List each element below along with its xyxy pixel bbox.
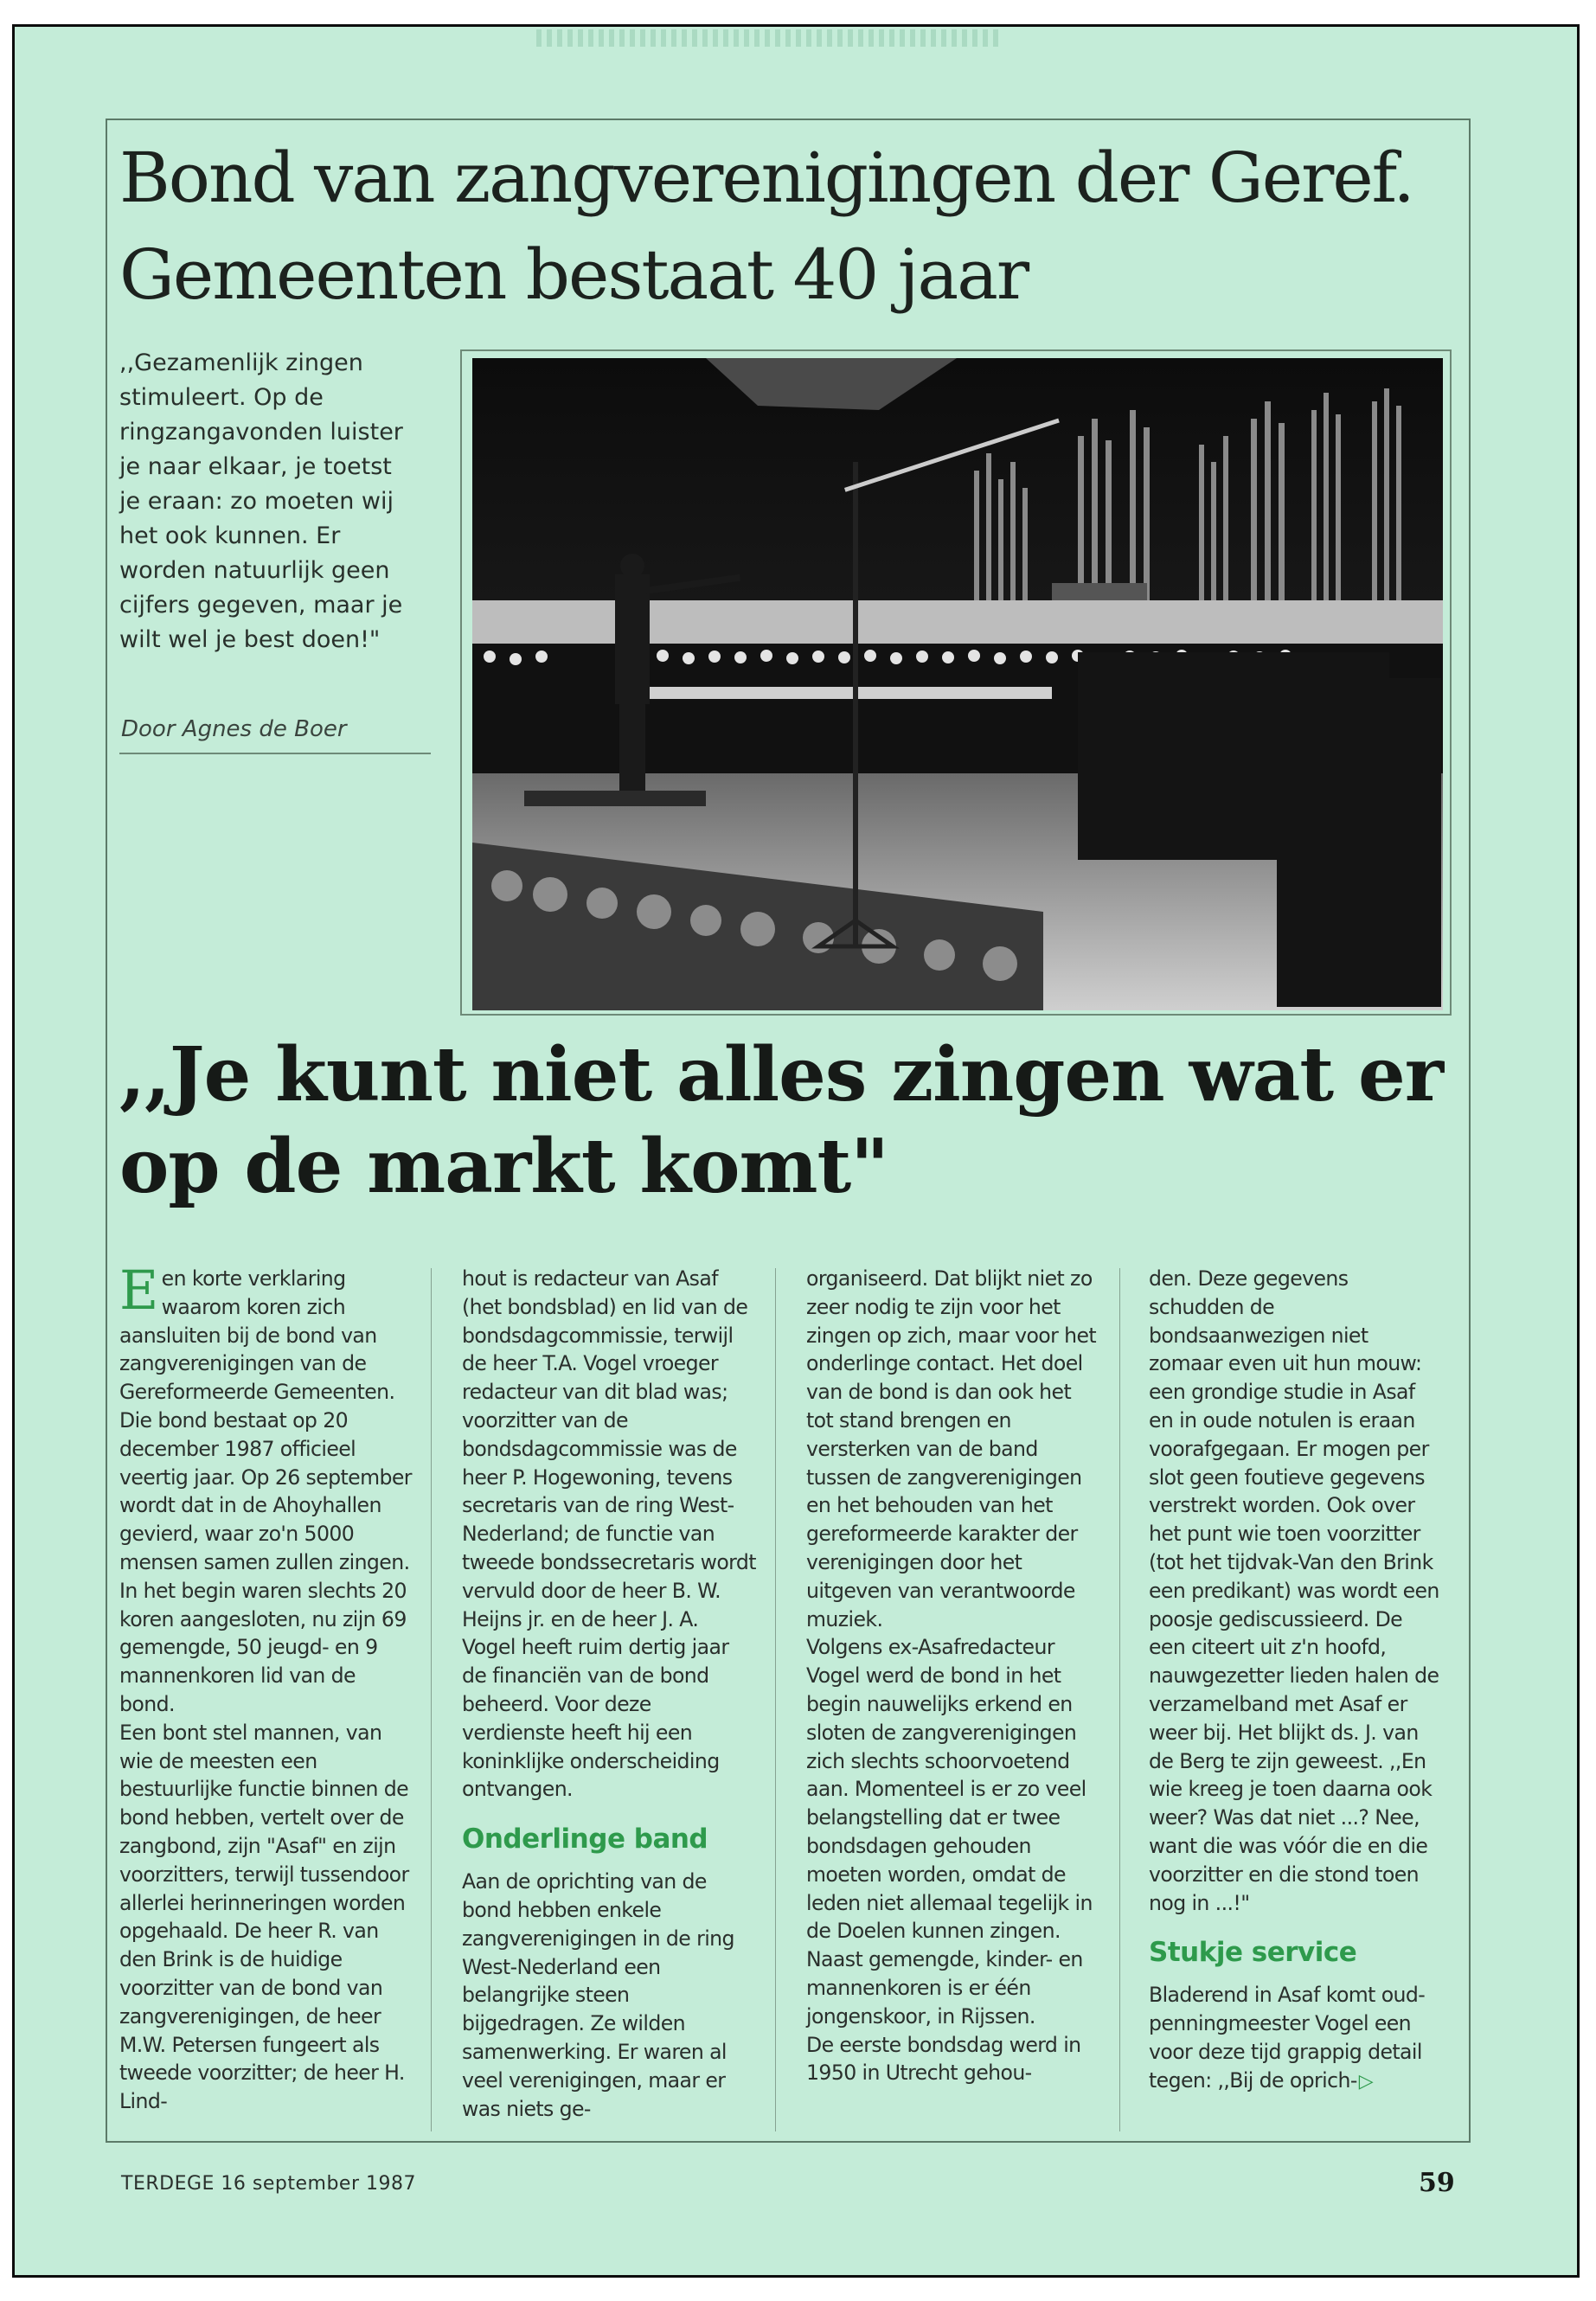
column-2-paragraph-2: Aan de oprichting van de bond hebben enkele zangverenigingen in de ring West-Nederland een belangrijke steen bijgedragen. Ze wilden samenwerking. Er waren al veel verenigingen, maar er was niets ge-: [462, 1869, 734, 2121]
column-4: [1149, 1265, 1443, 2138]
continue-arrow-icon: ▷: [1358, 2070, 1374, 2093]
pull-quote-headline: ,,Je kunt niet alles zingen wat er op de markt komt": [119, 1031, 1444, 1210]
section-heading-stukje-service: Stukje service: [1149, 1937, 1357, 1969]
column-2-paragraph: hout is redacteur van Asaf (het bondsblad) en lid van de bondsdagcommissie, terwijl de heer T.A. Vogel vroeger redacteur van dit blad was; voorzitter van de bondsdagcommissie was de heer P. Hogewoning, tevens secretaris van de ring West-Nederland; de functie van tweede bondssecretaris wordt vervuld door de heer B. W. Heijns jr. en de heer J. A. Vogel heeft ruim dertig jaar de financiën van de bond beheerd. Voor deze verdienste heeft hij een koninklijke onderscheiding ontvangen.: [462, 1266, 756, 1802]
scan-artifact: [536, 29, 1003, 47]
article-body: [119, 1259, 1469, 2138]
column-1-paragraph-2: Een bont stel mannen, van wie de meesten een bestuurlijke functie binnen de bond hebben, vertelt over de zangbond, zijn "Asaf" en zijn voorzitters, terwijl tussendoor allerlei herinneringen worden opgehaald. De heer R. van den Brink is de huidige voorzitter van de bond van zangverenigingen, de heer M.W. Petersen fungeert als tweede voorzitter; de heer H. Lind-: [119, 1720, 409, 2114]
article-headline: Bond van zangverenigingen der Geref. Gemeenten bestaat 40 jaar: [119, 138, 1413, 315]
column-divider: [1119, 1268, 1120, 2131]
column-divider: [775, 1268, 776, 2131]
page-number: 59: [1419, 2168, 1455, 2198]
drop-cap: E: [119, 1259, 158, 1322]
column-3-paragraph-3: De eerste bondsdag werd in 1950 in Utrecht gehou-: [806, 2032, 1081, 2086]
byline-divider: [119, 753, 431, 754]
section-heading-onderlinge-band: Onderlinge band: [462, 1823, 708, 1856]
column-3-paragraph-2: Volgens ex-Asafredacteur Vogel werd de bond in het begin nauwelijks erkend en sloten de zangverenigingen zich slechts schoorvoetend aan. Momenteel is er zo veel belangstelling dat er twee bondsdagen gehouden moeten worden, omdat de leden niet allemaal tegelijk in de Doelen kunnen zingen. Naast gemengde, kinder- en mannenkoren is er één jongenskoor, in Rijssen.: [806, 1635, 1093, 2029]
column-4-paragraph: den. Deze gegevens schudden de bondsaanwezigen niet zomaar even uit hun mouw: een grondige studie in Asaf en in oude notulen is eraan voorafgegaan. Er mogen per slot geen foutieve gegevens verstrekt worden. Ook over het punt wie toen voorzitter (tot het tijdvak-Van den Brink een predikant) was wordt een poosje gediscussieerd. De een citeert uit z'n hoofd, nauwgezetter lieden halen de verzamelband met Asaf er weer bij. Het blijkt ds. J. van de Berg te zijn geweest. ,,En wie kreeg je toen daarna ook weer? Was dat niet ...? Nee, want die was vóór die en die voorzitter en die stond toen nog in ...!": [1149, 1266, 1439, 1915]
byline: Door Agnes de Boer: [121, 716, 347, 742]
column-4-text-2: Bladerend in Asaf komt oud-penningmeester Vogel een voor deze tijd grappig detail tegen: ,,Bij de oprich-: [1149, 1983, 1426, 2093]
column-3-paragraph: organiseerd. Dat blijkt niet zo zeer nodig te zijn voor het zingen op zich, maar voor het onderlinge contact. Het doel van de bond is dan ook het tot stand brengen en versterken van de band tussen de zangverenigingen en het behouden van het gereformeerde karakter der verenigingen door het uitgeven van verantwoorde muziek.: [806, 1266, 1097, 1631]
column-1-text: en korte verklaring waarom koren zich aansluiten bij de bond van zangverenigingen van de Gereformeerde Gemeenten. Die bond bestaat op 20 december 1987 officieel veertig jaar. Op 26 september wordt dat in de Ahoyhallen gevierd, waar zo'n 5000 mensen samen zullen zingen. In het begin waren slechts 20 koren aangesloten, nu zijn 69 gemengde, 50 jeugd- en 9 mannenkoren lid van de bond.: [119, 1266, 412, 1716]
choir-photo: [472, 358, 1443, 1010]
footer-publication: TERDEGE 16 september 1987: [121, 2173, 416, 2195]
column-1: [119, 1259, 413, 2138]
choir-photo-illustration: [472, 358, 1443, 1010]
column-divider: [431, 1268, 432, 2131]
column-2: [462, 1265, 756, 2138]
intro-quote: ,,Gezamenlijk zingen stimuleert. Op de ringzangavonden luister je naar elkaar, je toetst je eraan: zo moeten wij het ook kunnen. Er worden natuurlijk geen cijfers gegeven, maar je wilt wel je best doen!": [119, 349, 403, 653]
column-3: [806, 1265, 1100, 2138]
column-4-paragraph-2: [1149, 1981, 1443, 2096]
column-1-paragraph: [119, 1259, 413, 1719]
